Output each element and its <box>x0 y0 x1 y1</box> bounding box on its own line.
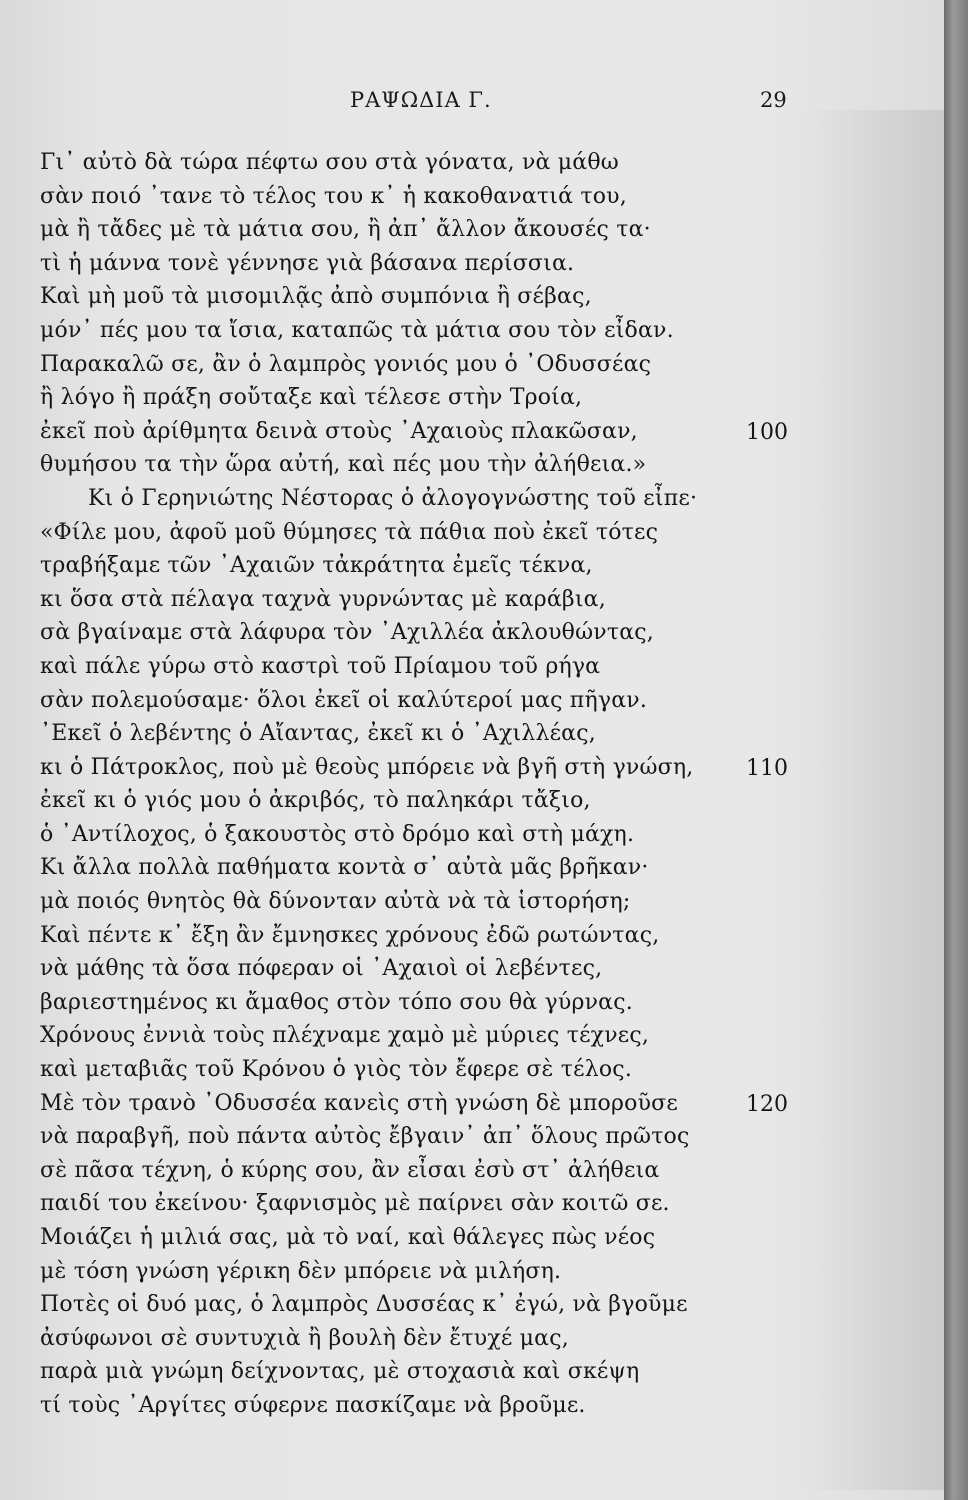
verse-line: βαριεστημένος κι ἄμαθος στὸν τόπο σου θὰ γύρνας. <box>40 989 633 1015</box>
verse-line: ᾽Εκεῖ ὁ λεβέντης ὁ Αἴαντας, ἐκεῖ κι ὁ ᾽Αχιλλέας, <box>40 721 596 747</box>
verse-line: νὰ παραβγῆ, ποὺ πάντα αὐτὸς ἔβγαιν᾽ ἀπ᾽ ὅλους πρῶτος <box>40 1124 690 1150</box>
verse-line: «Φίλε μου, ἀφοῦ μοῦ θύμησες τὰ πάθια ποὺ ἐκεῖ τότες <box>40 519 659 545</box>
verse-line: παρὰ μιὰ γνώμη δείχνοντας, μὲ στοχασιὰ καὶ σκέψη <box>40 1359 640 1385</box>
verse-line: νὰ μάθης τὰ ὅσα πόφεραν οἱ ᾽Αχαιοὶ οἱ λεβέντες, <box>40 956 603 982</box>
verse-line: καὶ πάλε γύρω στὸ καστρὶ τοῦ Πρίαμου τοῦ ρήγα <box>40 653 601 679</box>
verse-line: ἐκεῖ ποὺ ἀρίθμητα δεινὰ στοὺς ᾽Αχαιοὺς πλακῶσαν, <box>40 418 638 444</box>
verse-line: σὰν ποιό ᾽τανε τὸ τέλος του κ᾽ ἡ κακοθανατιά του, <box>40 183 627 209</box>
verse-line: ἢ λόγο ἢ πράξη σοὔταξε καὶ τέλεσε στὴν Τροία, <box>40 385 583 411</box>
verse-line: Κι ὁ Γερηνιώτης Νέστορας ὁ ἀλογογνώστης τοῦ εἶπε· <box>88 485 698 511</box>
verse-line: Κι ἄλλα πολλὰ παθήματα κοντὰ σ᾽ αὐτὰ μᾶς βρῆκαν· <box>40 855 649 881</box>
verse-line: σὰν πολεμούσαμε· ὅλοι ἐκεῖ οἱ καλύτεροί μας πῆγαν. <box>40 687 648 713</box>
page-number: 29 <box>760 88 787 112</box>
verse-line: καὶ μεταβιᾶς τοῦ Κρόνου ὁ γιὸς τὸν ἔφερε σὲ τέλος. <box>40 1057 633 1083</box>
verse-line: ἐκεῖ κι ὁ γιός μου ὁ ἀκριβός, τὸ παληκάρι τἄξιο, <box>40 788 591 814</box>
verse-line: μὲ τόση γνώση γέρικη δὲν μπόρειε νὰ μιλήση. <box>40 1258 562 1284</box>
page-edge-shadow <box>944 0 968 1500</box>
verse-line: σὲ πᾶσα τέχνη, ὁ κύρης σου, ἂν εἶσαι ἐσὺ στ᾽ ἀλήθεια <box>40 1157 660 1183</box>
verse-line: ὁ ᾽Αντίλοχος, ὁ ξακουστὸς στὸ δρόμο καὶ στὴ μάχη. <box>40 821 635 847</box>
verse-line: Παρακαλῶ σε, ἂν ὁ λαμπρὸς γονιός μου ὁ ᾽Οδυσσέας <box>40 351 652 377</box>
verse-line: σὰ βγαίναμε στὰ λάφυρα τὸν ᾽Αχιλλέα ἀκλουθώντας, <box>40 620 654 646</box>
verse-line: μὰ ποιός θνητὸς θὰ δύνονταν αὐτὰ νὰ τὰ ἱστορήση; <box>40 889 631 915</box>
verse-line: μόν᾽ πές μου τα ἴσια, καταπῶς τὰ μάτια σου τὸν εἶδαν. <box>40 317 674 343</box>
verse-line: Ποτὲς οἱ δυό μας, ὁ λαμπρὸς Δυσσέας κ᾽ ἐγώ, νὰ βγοῦμε <box>40 1292 688 1318</box>
verse-line: Γι᾽ αὐτὸ δὰ τώρα πέφτω σου στὰ γόνατα, νὰ μάθω <box>40 150 619 175</box>
running-header-title: ΡΑΨΩΔΙΑ Γ. <box>350 88 492 112</box>
verse-line: μὰ ἢ τἄδες μὲ τὰ μάτια σου, ἢ ἀπ᾽ ἄλλον ἄκουσές τα· <box>40 217 651 243</box>
line-number: 100 <box>746 420 788 445</box>
verse-line: Μὲ τὸν τρανὸ ᾽Οδυσσέα κανεὶς στὴ γνώση δὲ μποροῦσε <box>40 1090 678 1116</box>
verse-line: τί τοὺς ᾽Αργίτες σύφερνε πασκίζαμε νὰ βροῦμε. <box>40 1392 586 1418</box>
verse-line: θυμήσου τα τὴν ὥρα αὐτή, καὶ πές μου τὴν ἀλήθεια.» <box>40 452 647 478</box>
verse-text-block <box>40 146 740 1423</box>
verse-line: τραβήξαμε τῶν ᾽Αχαιῶν τἀκράτητα ἐμεῖς τέκνα, <box>40 553 593 579</box>
verse-line: παιδί του ἐκείνου· ξαφνισμὸς μὲ παίρνει σὰν κοιτῶ σε. <box>40 1191 670 1217</box>
verse-line: τὶ ἡ μάννα τονὲ γέννησε γιὰ βάσανα περίσσια. <box>40 250 575 276</box>
verse-line: Καὶ πέντε κ᾽ ἔξη ἂν ἔμνησκες χρόνους ἐδῶ ρωτώντας, <box>40 922 660 948</box>
verse-line: Χρόνους ἐννιὰ τοὺς πλέχναμε χαμὸ μὲ μύριες τέχνες, <box>40 1023 650 1049</box>
verse-line: Καὶ μὴ μοῦ τὰ μισομιλᾷς ἀπὸ συμπόνια ἢ σέβας, <box>40 284 592 310</box>
verse-line: κι ὁ Πάτροκλος, ποὺ μὲ θεοὺς μπόρειε νὰ βγῆ στὴ γνώση, <box>40 754 694 780</box>
verse-line: κι ὅσα στὰ πέλαγα ταχνὰ γυρνώντας μὲ καράβια, <box>40 586 606 612</box>
verse-line: ἀσύφωνοι σὲ συντυχιὰ ἢ βουλὴ δὲν ἔτυχέ μας, <box>40 1325 569 1351</box>
bleed-through-shadow <box>800 110 944 1490</box>
line-number: 110 <box>746 756 788 781</box>
line-number: 120 <box>746 1092 788 1117</box>
verse-line: Μοιάζει ἡ μιλιά σας, μὰ τὸ ναί, καὶ θάλεγες πὼς νέος <box>40 1225 656 1250</box>
